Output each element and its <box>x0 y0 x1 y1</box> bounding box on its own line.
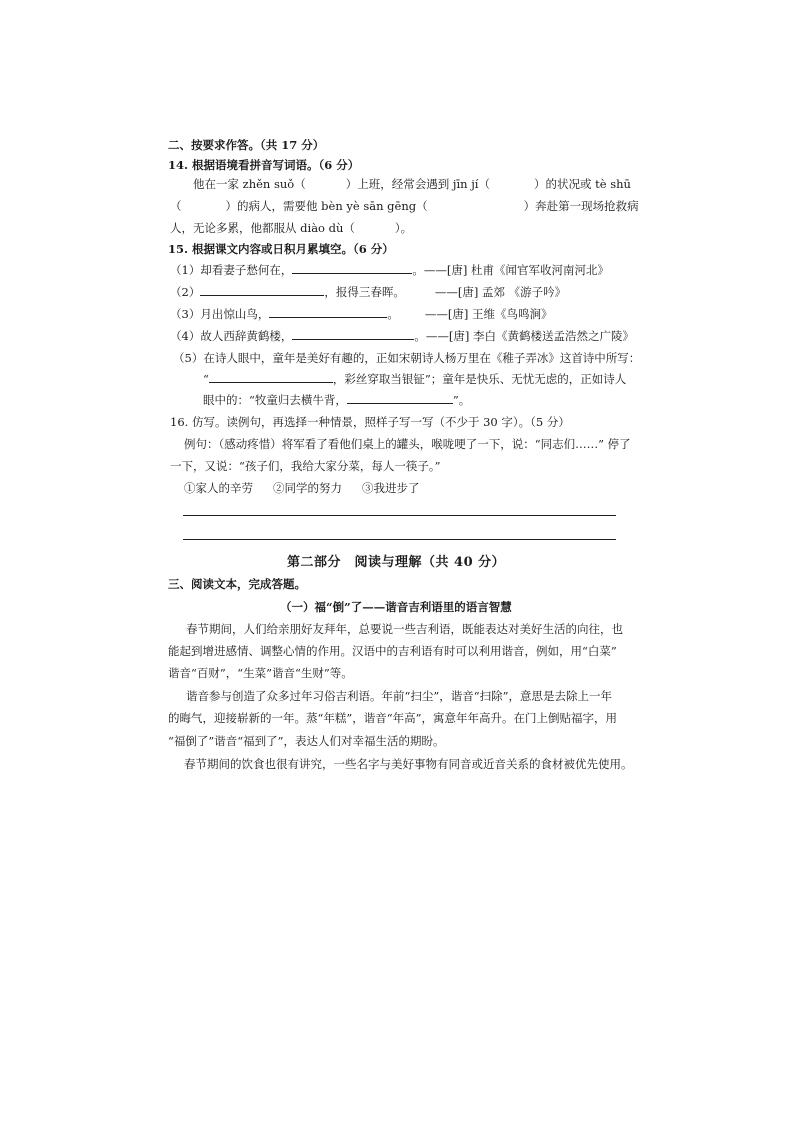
q15-text: ”。 <box>452 393 471 407</box>
q15-text: （4）故人西辞黄鹤楼， <box>170 329 293 343</box>
question-15-title: 15. 根据课文内容或日积月累填空。（6 分） <box>168 242 394 256</box>
answer-blank[interactable] <box>292 262 412 274</box>
q15-item-1 <box>170 262 609 278</box>
q15-source: 。——[唐] 杜甫《闻官军收河南河北》 <box>412 263 609 277</box>
q15-text: （3）月出惊山鸟， <box>170 307 270 321</box>
q14-text: （ <box>170 199 182 213</box>
part-2-heading: 第二部分 阅读与理解（共 40 分） <box>287 555 506 570</box>
answer-line[interactable] <box>183 539 616 540</box>
q14-text: ）。 <box>394 221 413 235</box>
q15-item-5-line-2 <box>203 371 626 387</box>
answer-blank[interactable] <box>292 328 414 340</box>
paragraph-2-line-1: 谐音参与创造了众多过年习俗吉利语。年前“扫尘”，谐音“扫除”，意思是去除上一年 <box>186 689 613 703</box>
answer-blank[interactable] <box>209 371 333 383</box>
article-title: （一）福“倒”了——谐音吉利语里的语言智慧 <box>280 600 512 614</box>
q15-source: ——[唐] 王维《鸟鸣涧》 <box>424 307 553 321</box>
paragraph-1-line-1: 春节期间，人们给亲朋好友拜年，总要说一些吉利语，既能表达对美好生活的向往，也 <box>186 622 623 636</box>
q15-source: 。——[唐] 李白《黄鹤楼送孟浩然之广陵》 <box>414 329 634 343</box>
paragraph-1-line-2: 能起到增进感情、调整心情的作用。汉语中的吉利语有时可以利用谐音，例如，用“白菜” <box>168 644 617 658</box>
paragraph-2-line-3: “福倒了”谐音“福到了”，表达人们对幸福生活的期盼。 <box>168 734 445 748</box>
q15-item-5-line-1: （5）在诗人眼中，童年是美好有趣的，正如宋朝诗人杨万里在《稚子弄冰》这首诗中所写： <box>173 351 641 365</box>
q14-text: ）的状况或 tè shū <box>533 177 631 191</box>
answer-blank[interactable] <box>347 392 453 404</box>
q15-text: “ <box>203 372 209 386</box>
q15-item-4 <box>170 328 634 344</box>
paragraph-3-line-1: 春节期间的饮食也很有讲究，一些名字与美好事物有同音或近音关系的食材被优先使用。 <box>184 757 633 771</box>
q15-text: （2） <box>170 285 201 299</box>
q16-example-line-2: 一下，又说：“孩子们，我给大家分菜，每人一筷子。” <box>170 459 441 473</box>
q15-text: （1）却看妻子愁何在， <box>170 263 293 277</box>
q15-item-2 <box>170 284 566 300</box>
paragraph-2-line-2: 的晦气，迎接崭新的一年。蒸“年糕”，谐音“年高”，寓意年年高升。在门上倒贴福字，用 <box>168 711 618 725</box>
q16-example-line-1: 例句：（感动疼惜）将军看了看他们桌上的罐头，喉咙哽了一下，说：“同志们……” 停了 <box>184 437 631 451</box>
q14-text: 他在一家 zhěn suǒ（ <box>193 177 306 191</box>
q15-item-3 <box>170 306 552 322</box>
q14-text: ）上班，经常会遇到 jīn jí（ <box>345 177 490 191</box>
section-heading: 二、按要求作答。（共 17 分） <box>168 138 325 152</box>
q16-option-1: ①家人的辛劳 <box>184 481 253 495</box>
q15-text: ，报得三春晖。 <box>324 285 405 299</box>
q15-source: ——[唐] 孟郊 《游子吟》 <box>434 285 567 299</box>
paragraph-1-line-3: 谐音“百财”，“生菜”谐音“生财”等。 <box>168 666 353 680</box>
q14-text: 人，无论多累，他都服从 diào dù（ <box>170 221 355 235</box>
q15-text: 。 <box>387 307 399 321</box>
q16-option-2: ②同学的努力 <box>273 481 342 495</box>
question-14-title: 14. 根据语境看拼音写词语。（6 分） <box>168 158 360 172</box>
q14-line-2 <box>170 198 639 214</box>
q14-line-3 <box>170 220 412 236</box>
section-3-heading: 三、阅读文本，完成答题。 <box>168 577 306 591</box>
q16-options <box>184 480 420 496</box>
question-16-title: 16. 仿写。读例句，再选择一种情景，照样子写一写（不少于 30 字）。（5 分） <box>170 415 570 429</box>
q16-option-3: ③我进步了 <box>362 481 420 495</box>
q14-text: ）的病人，需要他 bèn yè sān gēng（ <box>225 199 428 213</box>
answer-blank[interactable] <box>200 284 324 296</box>
q15-text: 眼中的：“牧童归去横牛背， <box>203 393 347 407</box>
answer-blank[interactable] <box>269 306 387 318</box>
q14-line-1 <box>193 176 631 192</box>
q15-text: ，彩丝穿取当银钲”；童年是快乐、无忧无虑的，正如诗人 <box>332 372 627 386</box>
answer-line[interactable] <box>183 515 616 516</box>
q14-text: ）奔赴第一现场抢救病 <box>523 199 639 213</box>
q15-item-5-line-3 <box>203 392 470 408</box>
